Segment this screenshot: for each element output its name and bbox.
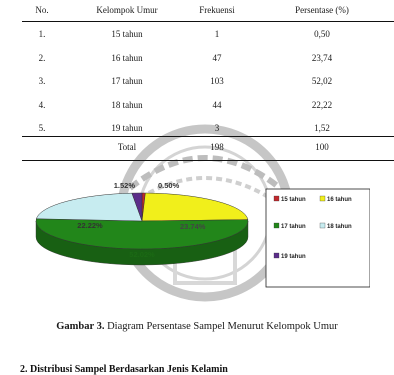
cell-frequency: 47 (212, 52, 222, 63)
legend-swatch-19-tahun (274, 253, 279, 258)
pie-chart (30, 183, 370, 293)
cell-percentage: 23,74 (311, 52, 333, 63)
cell-frequency: 44 (212, 99, 222, 110)
header-percentage: Persentase (%) (295, 5, 349, 15)
header-no: No. (35, 5, 49, 15)
cell-frequency: 3 (214, 123, 220, 133)
legend-swatch-16-tahun (320, 196, 325, 201)
pie-slice-16-tahun (142, 193, 248, 221)
cell-frequency: 103 (210, 76, 224, 86)
table-total-rule (22, 136, 394, 137)
legend-label-19-tahun: 19 tahun (281, 254, 306, 260)
cell-frequency: 1 (214, 29, 220, 39)
cell-percentage: 22,22 (311, 99, 333, 110)
header-age-group: Kelompok Umur (96, 5, 158, 15)
pie-slice-18-tahun (36, 193, 142, 221)
total-cell-age-group: Total (117, 142, 137, 152)
legend-label-15-tahun: 15 tahun (281, 197, 306, 203)
chart-legend (266, 189, 370, 287)
cell-age-group: 17 tahun (111, 76, 143, 86)
pie-data-label-16-tahun: 23.74% (180, 222, 206, 231)
cell-age-group: 19 tahun (111, 123, 143, 133)
pie-data-label-15-tahun: 0.50% (158, 183, 180, 190)
cell-no: 2. (38, 52, 46, 63)
legend-swatch-17-tahun (274, 223, 279, 228)
total-cell-percentage: 100 (315, 142, 329, 152)
cell-age-group: 18 tahun (111, 99, 143, 110)
cell-no: 3. (38, 76, 46, 86)
cell-percentage: 1,52 (314, 123, 330, 133)
cell-age-group: 16 tahun (111, 52, 143, 63)
pie-data-label-19-tahun: 1.52% (113, 183, 135, 190)
cell-age-group: 15 tahun (111, 29, 143, 39)
header-frequency: Frekuensi (199, 5, 235, 15)
figure-caption (0, 321, 394, 332)
cell-no: 1. (38, 29, 46, 39)
cell-percentage: 0,50 (314, 29, 330, 39)
cell-no: 5. (38, 123, 46, 133)
cell-percentage: 52,02 (311, 76, 333, 86)
legend-label-17-tahun: 17 tahun (281, 224, 306, 230)
total-cell-frequency: 198 (210, 142, 224, 152)
next-section-heading: 2. Distribusi Sampel Berdasarkan Jenis Kelamin (20, 364, 228, 375)
figure-caption-text: Diagram Persentase Sampel Menurut Kelompok Umur (104, 321, 338, 332)
legend-label-16-tahun: 16 tahun (327, 197, 352, 203)
cell-no: 4. (38, 99, 46, 110)
pie-data-label-17-tahun: 52.02% (129, 250, 155, 259)
pie-data-label-18-tahun: 22.22% (77, 221, 103, 230)
legend-label-18-tahun: 18 tahun (327, 224, 352, 230)
table-header-rule (22, 21, 394, 22)
pie-chart-svg (30, 183, 370, 293)
legend-swatch-15-tahun (274, 196, 279, 201)
figure-caption-prefix: Gambar 3. (56, 321, 105, 332)
legend-swatch-18-tahun (320, 223, 325, 228)
table-bottom-rule (22, 160, 394, 161)
